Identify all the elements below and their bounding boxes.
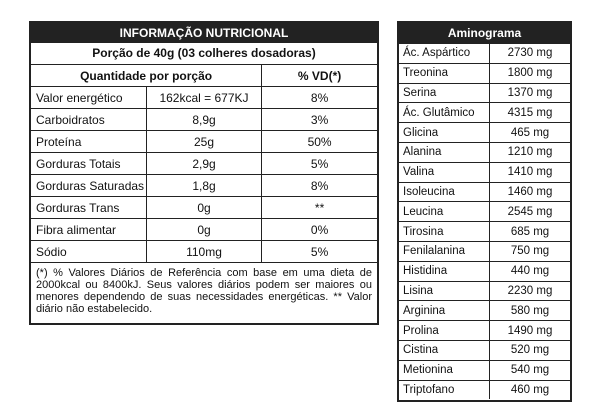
nutrient-vd: 8% [262, 87, 377, 109]
nutrient-vd: ** [262, 197, 377, 219]
table-row [399, 241, 570, 261]
table-row [399, 83, 570, 103]
nutrient-vd: 3% [262, 109, 377, 131]
table-row [31, 197, 377, 219]
amino-name: Glicina [399, 123, 490, 143]
amino-amount: 2730 mg [490, 44, 571, 63]
table-row [31, 175, 377, 197]
table-row [399, 162, 570, 182]
amino-name: Cistina [399, 340, 490, 360]
table-row [399, 123, 570, 143]
aminogram-grid [399, 44, 570, 399]
amino-amount: 2545 mg [490, 202, 571, 222]
nutrient-vd: 8% [262, 175, 377, 197]
nutrient-vd: 0% [262, 219, 377, 241]
table-row [31, 131, 377, 153]
nutrient-amount: 162kcal = 677KJ [146, 87, 261, 109]
amino-name: Isoleucina [399, 182, 490, 202]
amino-amount: 1460 mg [490, 182, 571, 202]
nutrient-name: Proteína [31, 131, 146, 153]
amino-name: Serina [399, 83, 490, 103]
nutrient-amount: 2,9g [146, 153, 261, 175]
table-row [31, 87, 377, 109]
nutrient-amount: 8,9g [146, 109, 261, 131]
table-row [399, 63, 570, 83]
table-row [399, 44, 570, 63]
amino-name: Arginina [399, 301, 490, 321]
amino-amount: 440 mg [490, 261, 571, 281]
nutrient-name: Valor energético [31, 87, 146, 109]
amino-name: Histidina [399, 261, 490, 281]
amino-name: Leucina [399, 202, 490, 222]
nutrient-name: Gorduras Trans [31, 197, 146, 219]
amino-name: Triptofano [399, 380, 490, 399]
table-row [31, 241, 377, 263]
table-row [31, 219, 377, 241]
table-row [399, 182, 570, 202]
portion-size: Porção de 40g (03 colheres dosadoras) [31, 43, 377, 65]
table-row [399, 281, 570, 301]
table-row [399, 142, 570, 162]
nutrition-title: INFORMAÇÃO NUTRICIONAL [31, 23, 377, 43]
table-row [399, 103, 570, 123]
nutrient-vd: 5% [262, 241, 377, 263]
amino-name: Lisina [399, 281, 490, 301]
nutrient-amount: 1,8g [146, 175, 261, 197]
amino-amount: 1800 mg [490, 63, 571, 83]
table-row [31, 109, 377, 131]
table-row [399, 222, 570, 242]
amino-amount: 4315 mg [490, 103, 571, 123]
amino-amount: 2230 mg [490, 281, 571, 301]
nutrient-amount: 0g [146, 219, 261, 241]
nutrition-grid [31, 65, 377, 263]
amino-amount: 1210 mg [490, 142, 571, 162]
table-row [399, 202, 570, 222]
amino-amount: 1490 mg [490, 321, 571, 341]
nutrient-name: Gorduras Saturadas [31, 175, 146, 197]
header-quantity: Quantidade por porção [31, 65, 262, 87]
amino-name: Alanina [399, 142, 490, 162]
aminogram-table [397, 21, 572, 402]
amino-name: Treonina [399, 63, 490, 83]
table-row [399, 340, 570, 360]
amino-amount: 750 mg [490, 241, 571, 261]
amino-amount: 580 mg [490, 301, 571, 321]
nutrient-name: Carboidratos [31, 109, 146, 131]
nutrient-amount: 25g [146, 131, 261, 153]
table-row [399, 261, 570, 281]
table-row [399, 321, 570, 341]
amino-amount: 540 mg [490, 360, 571, 380]
amino-amount: 685 mg [490, 222, 571, 242]
nutrient-amount: 0g [146, 197, 261, 219]
amino-name: Fenilalanina [399, 241, 490, 261]
aminogram-title: Aminograma [399, 23, 570, 44]
nutrition-footnote: (*) % Valores Diários de Referência com base em uma dieta de 2000kcal ou 8400kJ. Seus valores diários podem ser maiores ou menores dependendo de suas necessidades energéticas. ** Valor diário não estabelecido. [36, 267, 372, 315]
nutrient-name: Fibra alimentar [31, 219, 146, 241]
amino-amount: 520 mg [490, 340, 571, 360]
amino-amount: 1370 mg [490, 83, 571, 103]
nutrition-header-row [31, 65, 377, 87]
nutrient-name: Sódio [31, 241, 146, 263]
amino-amount: 465 mg [490, 123, 571, 143]
amino-name: Valina [399, 162, 490, 182]
amino-name: Ác. Aspártico [399, 44, 490, 63]
amino-name: Tirosina [399, 222, 490, 242]
table-row [399, 301, 570, 321]
amino-amount: 460 mg [510, 383, 550, 396]
header-vd: % VD(*) [262, 65, 377, 87]
amino-name: Ác. Glutâmico [399, 103, 490, 123]
nutrient-name: Gorduras Totais [31, 153, 146, 175]
table-row [399, 380, 570, 399]
amino-name: Metionina [399, 360, 490, 380]
nutrient-vd: 50% [262, 131, 377, 153]
amino-name: Prolina [399, 321, 490, 341]
nutrition-facts-table [29, 21, 379, 325]
amino-amount: 1410 mg [490, 162, 571, 182]
table-row [31, 153, 377, 175]
nutrient-amount: 110mg [146, 241, 261, 263]
table-row [399, 360, 570, 380]
nutrient-vd: 5% [262, 153, 377, 175]
